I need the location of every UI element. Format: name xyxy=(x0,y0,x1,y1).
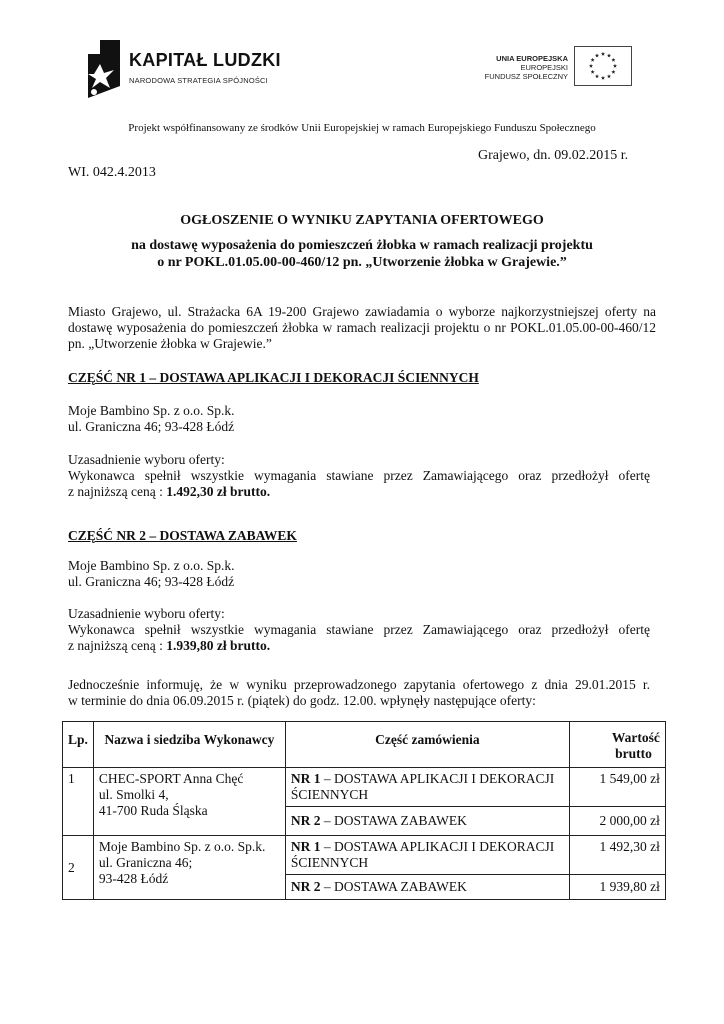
row-1-contractor-city: 41-700 Ruda Śląska xyxy=(98,803,208,818)
part-1-justification-label: Uzasadnienie wyboru oferty: xyxy=(68,452,225,467)
closing-line-2: w terminie do dnia 06.09.2015 r. (piątek) do godz. 12.00. wpłynęły następujące oferty: xyxy=(68,693,536,708)
row-2-contractor xyxy=(93,836,285,900)
header-contractor: Nazwa i siedziba Wykonawcy xyxy=(93,722,285,768)
table-row xyxy=(63,768,666,807)
row-2-contractor-name: Moje Bambino Sp. z o.o. Sp.k. xyxy=(98,839,266,854)
kapital-ludzki-emblem-icon xyxy=(84,40,126,98)
part-2-justification-text: Wykonawca spełnił wszystkie wymagania stawiane przez Zamawiającego oraz przedłożył ofertę xyxy=(68,622,650,637)
part-1-heading: CZĘŚĆ NR 1 – DOSTAWA APLIKACJI I DEKORACJI ŚCIENNYCH xyxy=(68,370,479,385)
kapital-ludzki-logo xyxy=(84,40,281,98)
part-1-company: Moje Bambino Sp. z o.o. Sp.k. xyxy=(68,403,235,418)
row-1-part-2-desc: – DOSTAWA ZABAWEK xyxy=(320,813,467,828)
row-2-contractor-street: ul. Graniczna 46; xyxy=(98,855,193,870)
row-2-part-1-value: 1 492,30 zł xyxy=(569,836,665,875)
reference-number: WI. 042.4.2013 xyxy=(68,165,156,180)
row-1-part-1-desc: – DOSTAWA APLIKACJI I DEKORACJI xyxy=(320,771,555,786)
row-1-contractor-street: ul. Smolki 4, xyxy=(98,787,169,802)
header-order-part: Część zamówienia xyxy=(285,722,569,768)
document-subtitle-line-2: o nr POKL.01.05.00-00-460/12 pn. „Utworzenie żłobka w Grajewie.” xyxy=(157,255,567,270)
intro-paragraph: Miasto Grajewo, ul. Strażacka 6A 19-200 Grajewo zawiadamia o wyborze najkorzystniejszej oferty na dostawę wyposażenia do pomieszczeń żłobka w ramach realizacji projektu o nr POKL.01.05.00-00-460/12 pn. „Utworzenie żłobka w Grajewie.” xyxy=(68,304,656,351)
part-1-price: 1.492,30 zł brutto. xyxy=(166,484,271,499)
part-1-justification-text: Wykonawca spełnił wszystkie wymagania stawiane przez Zamawiającego oraz przedłożył ofertę xyxy=(68,468,650,483)
row-2-part-1-line-1 xyxy=(291,839,564,855)
row-2-contractor-city: 93-428 Łódź xyxy=(98,871,169,886)
row-2-part-1-desc-line-2: ŚCIENNYCH xyxy=(290,855,369,870)
row-1-contractor xyxy=(93,768,285,836)
table-row xyxy=(63,836,666,875)
cofinancing-note: Projekt współfinansowany ze środków Unii Europejskiej w ramach Europejskiego Funduszu Społecznego xyxy=(128,122,596,134)
row-2-lp: 2 xyxy=(63,836,94,900)
row-2-part-1-number: NR 1 xyxy=(290,839,321,854)
row-2-part-2-number: NR 2 xyxy=(290,879,321,894)
row-1-contractor-name: CHEC-SPORT Anna Chęć xyxy=(98,771,244,786)
part-2-justification-label: Uzasadnienie wyboru oferty: xyxy=(68,606,225,621)
header-value-line-1: Wartość xyxy=(611,730,660,745)
row-1-part-1-desc-line-2: ŚCIENNYCH xyxy=(290,787,369,802)
part-1-address: ul. Graniczna 46; 93-428 Łódź xyxy=(68,419,235,434)
part-1-price-prefix: z najniższą ceną : xyxy=(68,484,167,499)
row-1-lp: 1 xyxy=(63,768,94,836)
part-2-heading: CZĘŚĆ NR 2 – DOSTAWA ZABAWEK xyxy=(68,528,297,543)
row-2-part-1-desc: – DOSTAWA APLIKACJI I DEKORACJI xyxy=(320,839,555,854)
header-value xyxy=(569,722,665,768)
kl-logo-title: KAPITAŁ LUDZKI xyxy=(129,50,281,70)
row-1-part-2 xyxy=(285,807,569,836)
eu-logo xyxy=(470,46,640,90)
eu-logo-text xyxy=(485,54,568,81)
header-lp: Lp. xyxy=(63,722,94,768)
eu-logo-line-2: EUROPEJSKI xyxy=(520,63,568,72)
part-2-price-line xyxy=(68,638,656,654)
offers-table xyxy=(62,721,666,900)
row-1-part-1-line-1 xyxy=(291,771,564,787)
row-2-part-2 xyxy=(285,875,569,900)
closing-line-1: Jednocześnie informuję, że w wyniku przeprowadzonego zapytania ofertowego z dnia 29.01.2015 r. xyxy=(68,677,650,692)
place-date: Grajewo, dn. 09.02.2015 r. xyxy=(478,148,629,163)
part-1-price-line xyxy=(68,484,656,500)
row-2-part-2-desc: – DOSTAWA ZABAWEK xyxy=(320,879,467,894)
eu-logo-line-1: UNIA EUROPEJSKA xyxy=(496,54,568,63)
document-subtitle-line-1: na dostawę wyposażenia do pomieszczeń żłobka w ramach realizacji projektu xyxy=(131,238,593,253)
row-2-part-1 xyxy=(285,836,569,875)
part-2-company: Moje Bambino Sp. z o.o. Sp.k. xyxy=(68,558,235,573)
eu-logo-line-3: FUNDUSZ SPOŁECZNY xyxy=(484,72,568,81)
document-title: OGŁOSZENIE O WYNIKU ZAPYTANIA OFERTOWEGO xyxy=(180,213,544,228)
part-2-price: 1.939,80 zł brutto. xyxy=(166,638,271,653)
row-2-part-2-value: 1 939,80 zł xyxy=(569,875,665,900)
part-2-price-prefix: z najniższą ceną : xyxy=(68,638,167,653)
row-1-part-1 xyxy=(285,768,569,807)
part-2-address: ul. Graniczna 46; 93-428 Łódź xyxy=(68,574,235,589)
row-1-part-2-number: NR 2 xyxy=(290,813,321,828)
kl-logo-subtitle: NARODOWA STRATEGIA SPÓJNOŚCI xyxy=(129,76,268,85)
table-header-row xyxy=(63,722,666,768)
eu-flag-icon xyxy=(574,46,632,86)
header-value-line-2: brutto xyxy=(615,746,652,761)
row-1-part-1-value: 1 549,00 zł xyxy=(569,768,665,807)
row-1-part-1-number: NR 1 xyxy=(290,771,321,786)
row-1-part-2-value: 2 000,00 zł xyxy=(569,807,665,836)
